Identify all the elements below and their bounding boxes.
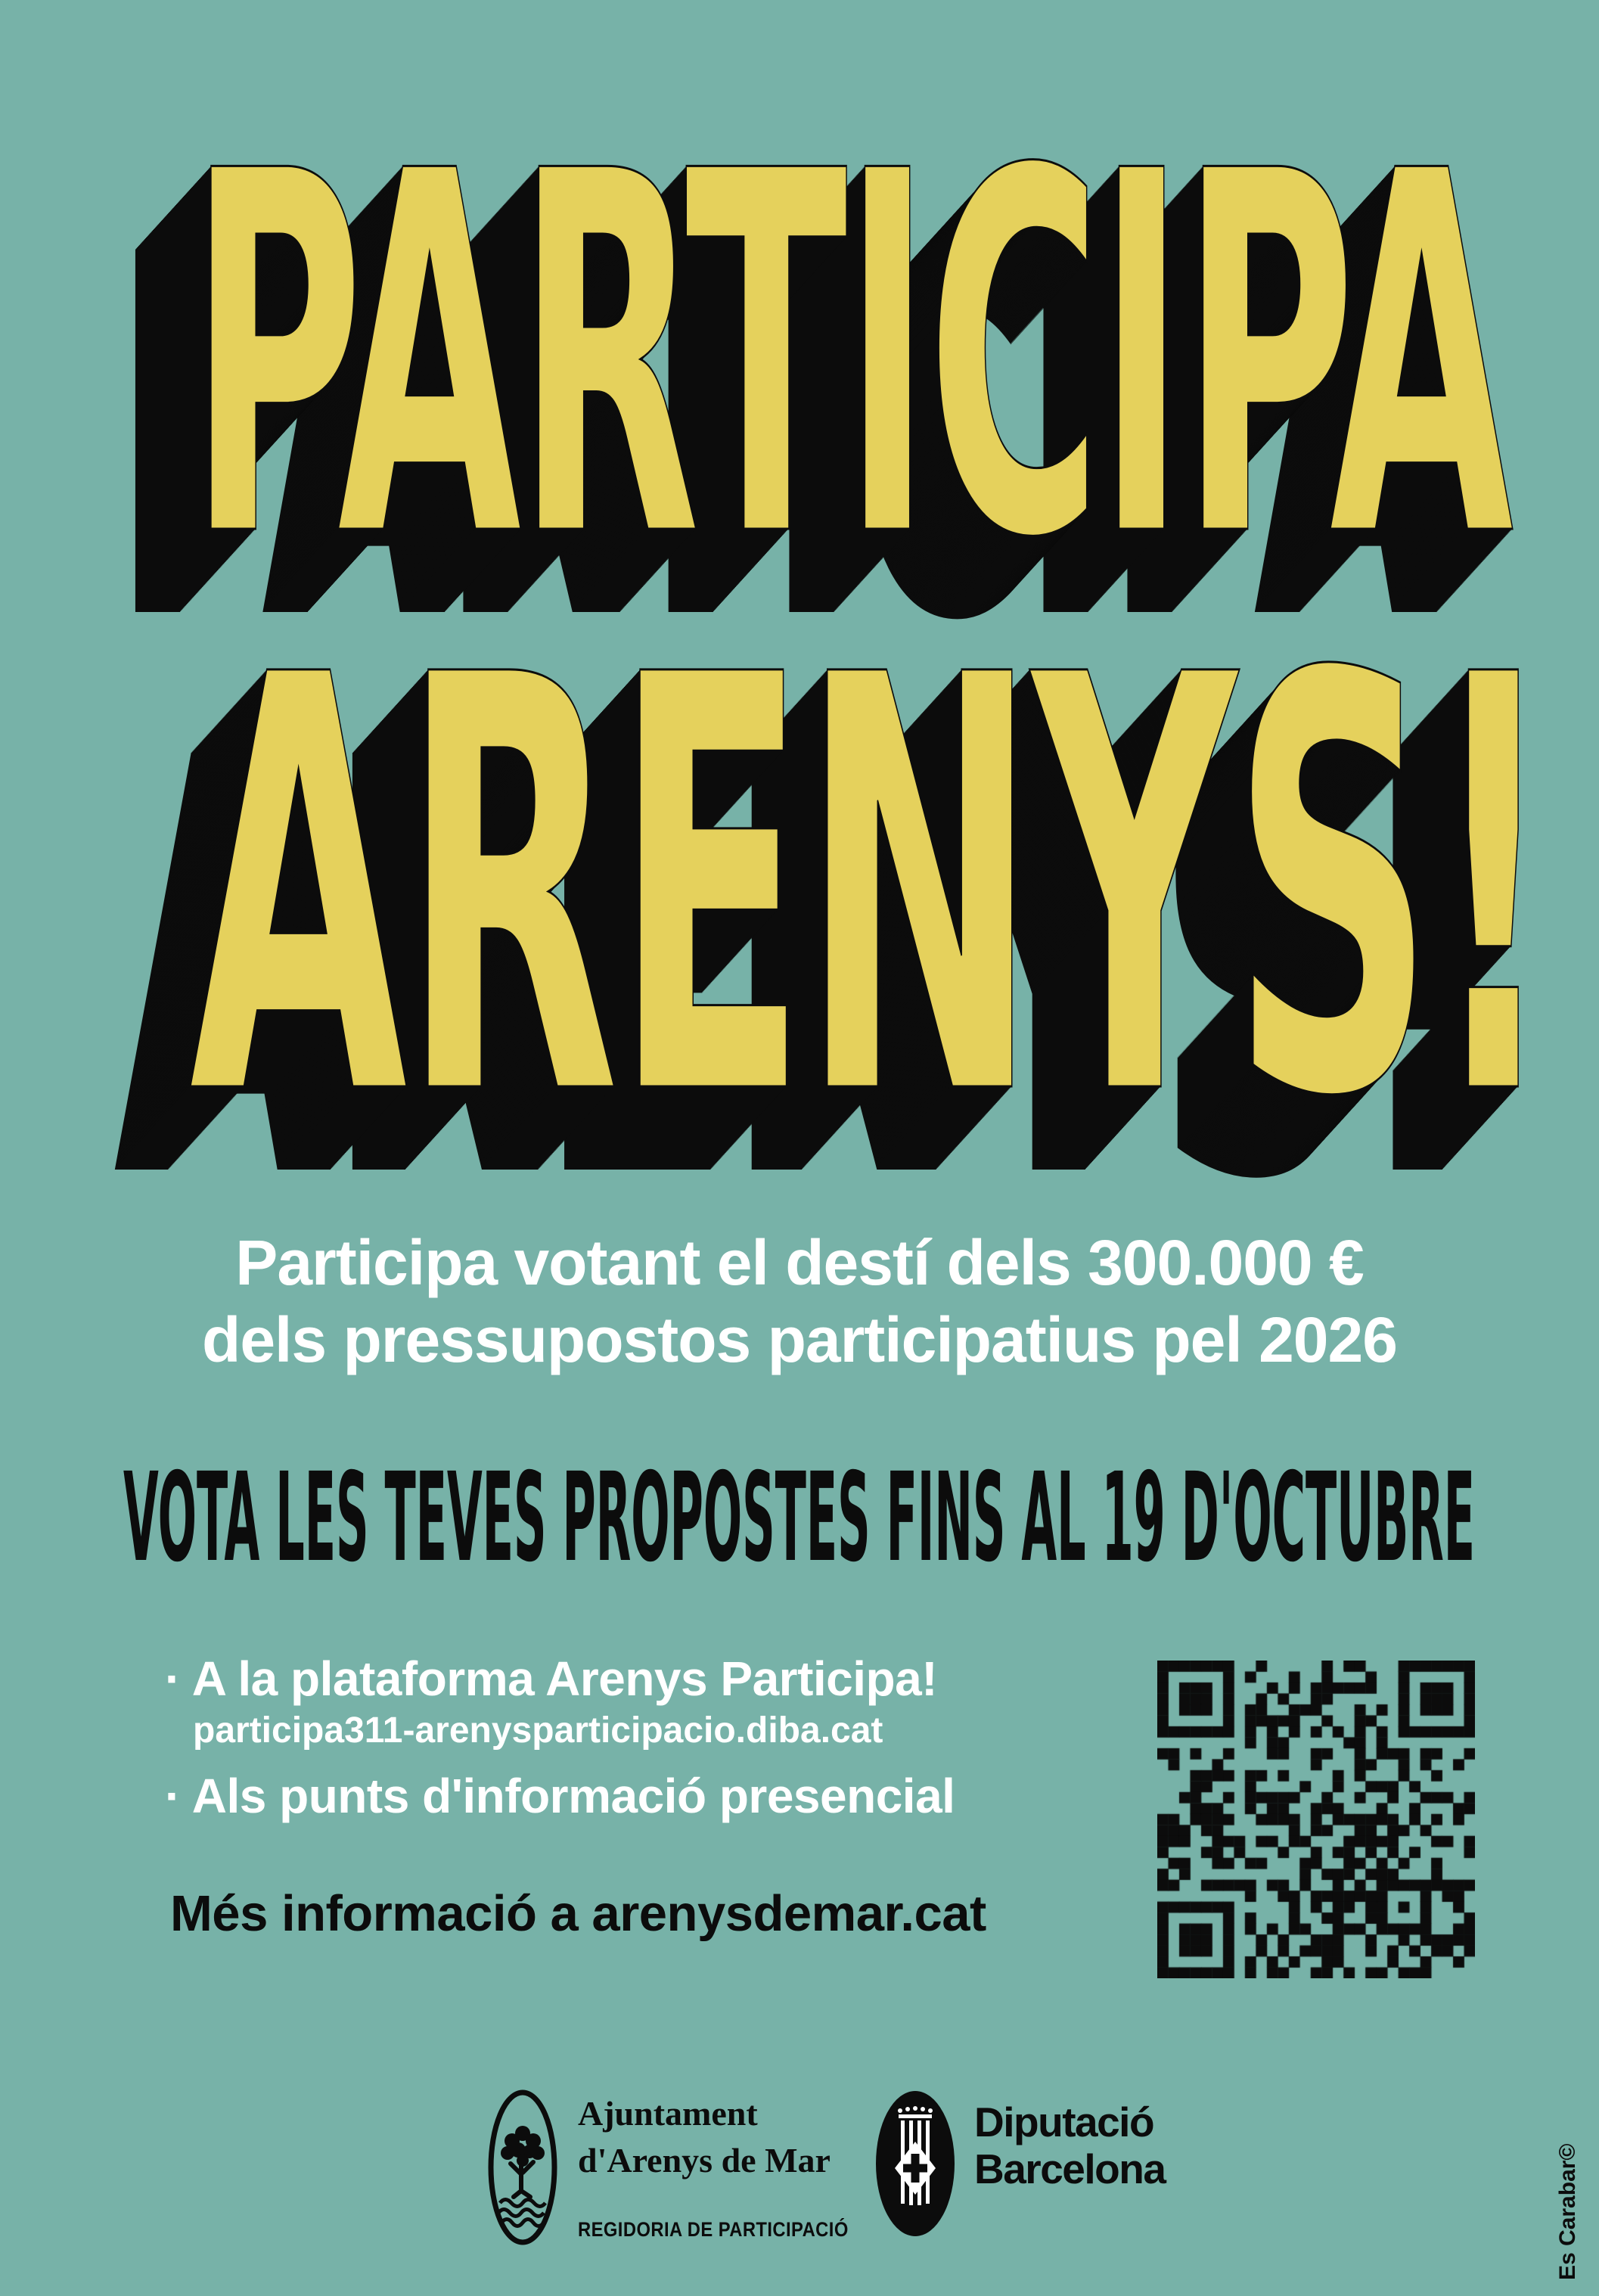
crest-oval-icon: [875, 2090, 955, 2237]
ajuntament-name-line1: Ajuntament: [578, 2094, 758, 2133]
platform-url: participa311-arenysparticipacio.diba.cat: [193, 1710, 883, 1751]
ajuntament-name-line2: d'Arenys de Mar: [578, 2141, 831, 2179]
qr-code-icon: [1157, 1661, 1475, 1978]
deadline-heading: VOTA LES TEVES PROPOSTES FINS AL 19 D'OCTUBRE: [123, 1447, 1475, 1589]
subtitle: [0, 1224, 1599, 1378]
bullet-platform: · A la plataforma Arenys Participa!: [165, 1651, 938, 1706]
subtitle-line1: Participa votant el destí dels 300.000 €: [235, 1227, 1364, 1298]
title-line1: PARTICIPA: [189, 67, 1509, 647]
more-info: Més informació a arenysdemar.cat: [170, 1885, 986, 1942]
tree-seal-icon: [486, 2086, 559, 2248]
title-line2: ARENYS!: [189, 556, 1552, 1222]
ajuntament-department: REGIDORIA DE PARTICIPACIÓ: [578, 2218, 849, 2241]
ajuntament-name: [578, 2090, 831, 2184]
diputacio-name-line1: Diputació: [974, 2099, 1154, 2145]
subtitle-line2: dels pressupostos participatius pel 2026: [202, 1304, 1397, 1375]
bullet-info-points: · Als punts d'informació presencial: [165, 1769, 955, 1823]
credit-vertical-text: Es Carabar©: [1555, 2143, 1580, 2280]
diputacio-name-line2: Barcelona: [974, 2145, 1166, 2192]
diputacio-name: [974, 2099, 1165, 2192]
